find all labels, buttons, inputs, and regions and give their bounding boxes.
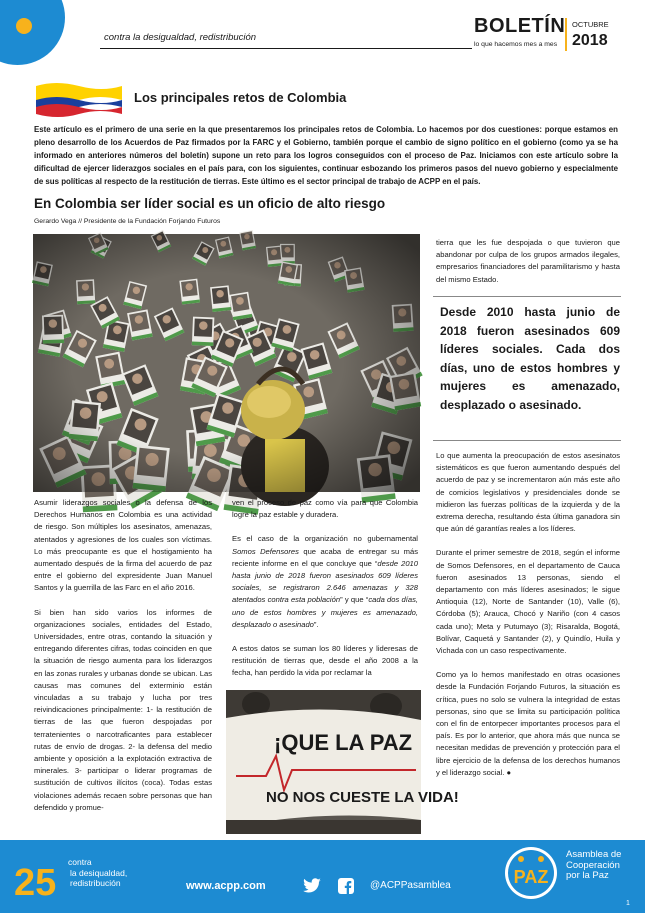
yellow-dot-icon xyxy=(16,18,32,34)
page-number: 1 xyxy=(626,900,630,907)
banner-text-line-1: ¡QUE LA PAZ xyxy=(274,730,413,755)
paragraph: Es el caso de la organización no gubernamental Somos Defensores que acaba de entregar su más reciente informe en el que concluye que “desde 2010 hasta junio de 2018 fueron asesinados 609 líderes sociales, se registraron 2.646 amenazas y 328 atentados contra esta población” y que “cada dos días, uno de estos hombres y mujeres es amenazado, desplazado o asesinado”. xyxy=(232,534,418,629)
header-tagline: contra la desigualdad, redistribución xyxy=(104,32,257,43)
header-divider xyxy=(100,48,472,49)
issue-month: OCTUBRE xyxy=(572,20,609,29)
issue-year: 2018 xyxy=(572,32,608,49)
paragraph: Durante el primer semestre de 2018, según el informe de Somos Defensores, en el departamento de Cauca fueron asesinados 13 personas, siendo el departamento con más líderes asesinados; le sigue Antioquia (12), Norte de Santander (10), Valle (6), Córdoba (5); Arauca, Chocó y Nariño (con 4 casos cada uno); Meta y Putumayo (3); Risaralda, Bogotá, Bolívar, Caquetá y Santander (2), y Quindío, Huila y Vichada con un caso respectivamente. xyxy=(436,548,620,656)
paragraph: Asumir liderazgos sociales o la defensa de los Derechos Humanos en Colombia es una actividad de riesgo. Son múltiples los asesinatos, amenazas, atentados y agresiones de los cuales son víctimas. Lo más preocupante es que el hostigamiento ha aumentado después de la firma del acuerdo de paz entre el gobierno del expresidente Juan Manuel Santos y la guerrilla de las Farc en el año 2016. xyxy=(34,498,212,593)
paragraph: Si bien han sido varios los informes de organizaciones sociales, entidades del Estado, Universidades, entre otras, contando la situación y entregando diferentes cifras, todas coinciden en que la situación de riesgo aumenta para los liderazgos en las zonas rurales y urbanas donde se ubican. Las causas mas comunes del exterminio están vinculadas a su trabajo y lucha por tres reivindicaciones principalmente: 1- la restitución de tierras de las que fueron despojadas por terratenientes o narcotraficantes para establecer rutas de envío de drogas. 2- la defensa del medio ambiente y oposición a la explotación extractiva de minerales. 3- participar o liderar programas de sustitución de cultivos ilícitos (coca). Todas estas violaciones además recaen sobre personas que han defendido y promue- xyxy=(34,607,212,812)
article-author: Gerardo Vega // Presidente de la Fundación Forjando Futuros xyxy=(34,218,221,225)
corner-circle xyxy=(0,0,65,65)
banner-text-line-2: NO NOS CUESTE LA VIDA! xyxy=(266,789,459,806)
paragraph: Como ya lo hemos manifestado en otras ocasiones desde la Fundación Forjando Futuros, la situación es crítica, pues no solo se vulnera la integridad de estas personas, sino que se limita su participación política con el fin de entorpecer importantes procesos para el país. Es por lo anterior, que ahora más que nunca se necesitan medidas de prevención y protección para el libre ejercicio de la defensa de los derechos humanos y el liderazgo social. ● xyxy=(436,670,620,777)
facebook-icon[interactable] xyxy=(338,878,354,894)
article-column-3-top: tierra que les fue despojada o que tuvieron que abandonar por culpa de los grupos armados ilegales, empresarios financiadores del paramilitarismo y hasta del mismo Estado. xyxy=(436,238,620,284)
paragraph: Lo que aumenta la preocupación de estos asesinatos sistemáticos es que fueron aumentando después del acuerdo de paz y se incrementaron aún más este año de comicios legislativos y presidenciales donde se midieron las fuerzas políticas de la izquierda y de la extrema derecha, resultando ésta última ganadora sin que aún dé garantías reales a los líderes. xyxy=(436,451,620,534)
protest-banner-photo xyxy=(226,690,459,834)
colombia-flag-icon xyxy=(34,80,124,116)
article-column-1 xyxy=(34,497,212,814)
twitter-icon[interactable] xyxy=(302,878,322,894)
paz-logo-icon xyxy=(503,845,559,901)
paragraph: A estos datos se suman los 80 líderes y lideresas de restitución de tierras que, desde el año 2008 a la fecha, han perdido la vida por reclamar la xyxy=(232,644,418,678)
organization-name: Somos Defensores xyxy=(232,546,299,556)
paragraph: ven el proceso de paz como vía para que Colombia logre la paz estable y duradera. xyxy=(232,498,418,520)
section-intro: Este artículo es el primero de una serie en la que presentaremos los principales retos de Colombia. Lo hacemos por dos cuestiones: porque estamos en pleno desarrollo de los Acuerdos de Paz firmados por la FARC y el Gobierno, también porque el cambio de signo político en el gobierno (como ya se ha informado en anteriores números del boletín) supone un reto para los logros conseguidos con el proceso de Paz. Iniciamos con este artículo sobre la dificultad de ejercer liderazgos sociales en el país para, con los siguientes, continuar esbozando los primeros pasos del nuevo gobierno y especialmente de sus políticas al respecto de la restitución de tierras. Este último es el sector principal de trabajo de ACPP en el país. xyxy=(34,125,618,186)
svg-text:PAZ: PAZ xyxy=(513,867,549,887)
organization-name: Asamblea de Cooperación por la Paz xyxy=(566,849,622,881)
website-link[interactable]: www.acpp.com xyxy=(186,880,266,892)
article-title: En Colombia ser líder social es un oficio de alto riesgo xyxy=(34,196,386,211)
bulletin-subtitle: lo que hacemos mes a mes xyxy=(474,41,558,48)
article-column-2 xyxy=(232,497,418,680)
section-title: Los principales retos de Colombia xyxy=(134,90,347,105)
pull-quote: Desde 2010 hasta junio de 2018 fueron asesinados 609 líderes sociales. Cada dos días, uno de estos hombres y mujeres es amenazado, desplazado o asesinado. xyxy=(440,305,620,412)
quote-rule-bottom xyxy=(433,440,621,441)
header-accent-bar xyxy=(565,18,567,51)
anniversary-number: 25 xyxy=(14,862,57,904)
memorial-photo xyxy=(33,234,420,492)
social-handle[interactable]: @ACPPasamblea xyxy=(370,880,451,891)
quote-rule-top xyxy=(433,296,621,297)
footer-tagline: contra la desiqualdad, redistribución xyxy=(68,857,128,888)
bulletin-title: BOLETÍN xyxy=(474,15,566,37)
article-column-3 xyxy=(436,450,620,779)
